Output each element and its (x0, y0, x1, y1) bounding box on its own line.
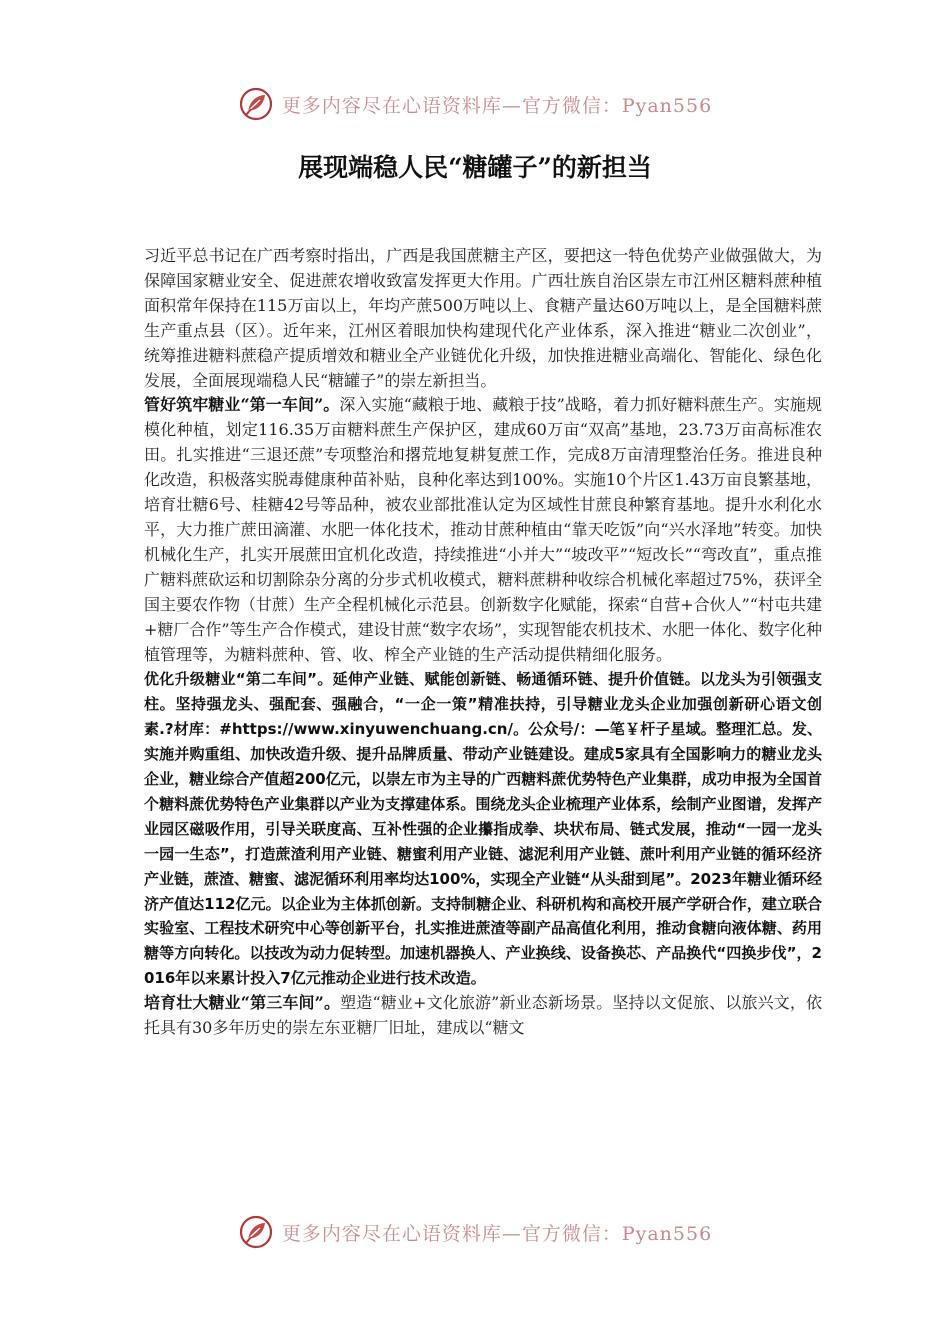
paragraph-first-workshop (144, 393, 822, 667)
footer-watermark-text: 更多内容尽在心语资料库—官方微信：Pyan556 (281, 1222, 713, 1245)
paragraph-first-workshop-text: 深入实施“藏粮于地、藏粮于技”战略，着力抓好糖料蔗生产。实施规模化种植，划定116.35万亩糖料蔗生产保护区，建成60万亩“双高”基地，23.73万亩高标准农田。扎实推进“三退还蔗”专项整治和撂荒地复耕复蔗工作，完成8万亩清理整治任务。推进良种化改造，积极落实脱毒健康种苗补贴，良种化率达到100%。实施10个片区1.43万亩良繁基地，培育壮糖6号、桂糖42号等品种，被农业部批准认定为区域性甘蔗良种繁育基地。提升水利化水平，大力推广蔗田滴灌、水肥一体化技术，推动甘蔗种植由“靠天吃饭”向“兴水泽地”转变。加快机械化生产，扎实开展蔗田宜机化改造，持续推进“小并大”“坡改平”“短改长”“弯改直”，重点推广糖料蔗砍运和切割除杂分离的分步式机收模式，糖料蔗耕种收综合机械化率超过75%，获评全国主要农作物（甘蔗）生产全程机械化示范县。创新数字化赋能，探索“自营+合伙人”“村屯共建+糖厂合作”等生产合作模式，建设甘蔗“数字农场”，实现智能农机技术、水肥一体化、数字化种植管理等，为糖料蔗种、管、收、榨全产业链的生产活动提供精细化服务。 (144, 395, 822, 664)
paragraph-third-workshop (144, 991, 822, 1041)
header-watermark-text: 更多内容尽在心语资料库—官方微信：Pyan556 (281, 94, 713, 117)
paragraph-third-workshop-heading: 培育壮大糖业“第三车间”。 (144, 993, 341, 1013)
leaf-seal-icon (238, 1214, 274, 1250)
header-watermark (0, 82, 950, 126)
paragraph-intro (144, 244, 822, 393)
document-title: 展现端稳人民“糖罐子”的新担当 (298, 153, 652, 182)
document-body (144, 244, 822, 1041)
footer-watermark (0, 1210, 950, 1254)
leaf-seal-icon (238, 86, 274, 122)
paragraph-second-workshop-text: 延伸产业链、赋能创新链、畅通循环链、提升价值链。以龙头为引领强支柱。坚持强龙头、强配套、强融合，“一企一策”精准扶持，引导糖业龙头企业加强创新研心语文创素.?材库：#https://www.xinyuwenchuang.cn/。公众号/：—笔￥杆子星域。整理汇总。发、实施并购重组、加快改造升级、提升品牌质量、带动产业链建设。建成5家具有全国影响力的糖业龙头企业，糖业综合产值超200亿元，以崇左市为主导的广西糖料蔗优势特色产业集群，成功申报为全国首个糖料蔗优势特色产业集群以产业为支撑建体系。围绕龙头企业梳理产业体系，绘制产业图谱，发挥产业园区磁吸作用，引导关联度高、互补性强的企业攥指成拳、块状布局、链式发展，推动“一园一龙头一园一生态”，打造蔗渣利用产业链、糖蜜利用产业链、滤泥利用产业链、蔗叶利用产业链的循环经济产业链，蔗渣、糖蜜、滤泥循环利用率均达100%，实现全产业链“从头甜到尾”。2023年糖业循环经济产值达112亿元。以企业为主体抓创新。支持制糖企业、科研机构和高校开展产学研合作，建立联合实验室、工程技术研究中心等创新平台，扎实推进蔗渣等副产品高值化利用，推动食糖向液体糖、药用糖等方向转化。以技改为动力促转型。加速机器换人、产业换线、设备换芯、产品换代“四换步伐”，2016年以来累计投入7亿元推动企业进行技术改造。 (144, 670, 822, 988)
paragraph-second-workshop (144, 667, 822, 991)
paragraph-intro-text: 习近平总书记在广西考察时指出，广西是我国蔗糖主产区，要把这一特色优势产业做强做大，为保障国家糖业安全、促进蔗农增收致富发挥更大作用。广西壮族自治区崇左市江州区糖料蔗种植面积常年保持在115万亩以上，年均产蔗500万吨以上、食糖产量达60万吨以上，是全国糖料蔗生产重点县（区）。近年来，江州区着眼加快构建现代化产业体系，深入推进“糖业二次创业”，统筹推进糖料蔗稳产提质增效和糖业全产业链优化升级，加快推进糖业高端化、智能化、绿色化发展，全面展现端稳人民“糖罐子”的崇左新担当。 (144, 246, 822, 390)
paragraph-second-workshop-heading: 优化升级糖业“第二车间”。 (144, 670, 333, 689)
paragraph-first-workshop-heading: 管好筑牢糖业“第一车间”。 (144, 395, 340, 415)
paragraph-third-workshop-text: 塑造“糖业+文化旅游”新业态新场景。坚持以文促旅、以旅兴文，依托具有30多年历史的崇左东亚糖厂旧址，建成以“糖文 (144, 993, 822, 1038)
